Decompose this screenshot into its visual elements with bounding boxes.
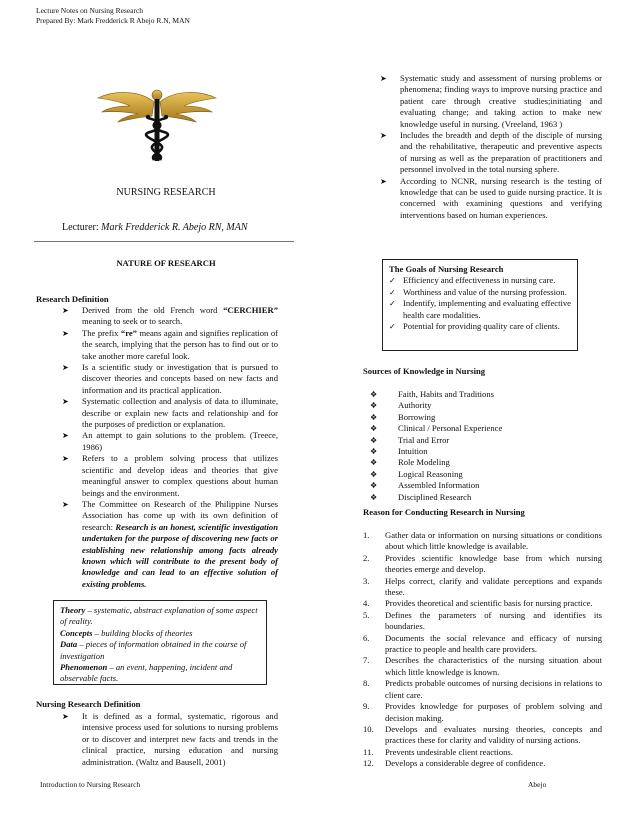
- document-title: NURSING RESEARCH: [116, 187, 216, 198]
- arrow-bullet-icon: ➤: [380, 131, 387, 141]
- lecturer-name: Mark Fredderick R. Abejo RN, MAN: [101, 222, 248, 233]
- list-item: 9. Provides knowledge for purposes of problem solving and decision making.: [363, 701, 602, 723]
- diamond-bullet-icon: ❖: [370, 469, 378, 479]
- list-item: 2. Provides scientific knowledge base from which nursing theories emerge and develop.: [363, 552, 602, 575]
- list-item: ❖ Authority: [370, 400, 432, 411]
- list-item: 6. Documents the social relevance and efficacy of nursing practice to people and health care providers.: [363, 632, 602, 655]
- checkmark-icon: ✓: [389, 287, 396, 297]
- page-header: [36, 6, 190, 26]
- footer-left: Introduction to Nursing Research: [40, 780, 141, 789]
- list-item: ➤ Is a scientific study or investigation that is pursued to discover theories and concepts based on new facts and information and its practical application.: [62, 362, 278, 395]
- list-item: ✓ Potential for providing quality care of clients.: [389, 321, 560, 332]
- research-definition-list: [62, 305, 278, 590]
- reasons-list: [363, 530, 602, 770]
- list-item: ❖ Faith, Habits and Traditions: [370, 389, 494, 399]
- list-item: ➤ Refers to a problem solving process that utilizes scientific and develop ideas and theories that give meaningful answer to complex questions about human beings and the environment.: [62, 453, 278, 498]
- header-line-1: Lecture Notes on Nursing Research: [36, 6, 144, 15]
- list-item: 12. Develops a considerable degree of confidence.: [363, 758, 546, 769]
- list-item: 5. Defines the parameters of nursing and identifies its boundaries.: [363, 609, 602, 632]
- terms-box: [53, 600, 267, 685]
- list-item: ➤ Derived from the old French word “CERCHIER” meaning to seek or to search.: [62, 305, 278, 327]
- list-item: 3. Helps correct, clarify and validate perceptions and expands these.: [363, 575, 602, 598]
- list-item: 8. Predicts probable outcomes of nursing decisions in relations to client care.: [363, 678, 602, 700]
- arrow-bullet-icon: ➤: [62, 363, 69, 373]
- diamond-bullet-icon: ❖: [370, 458, 378, 468]
- goals-box: [382, 259, 578, 351]
- goals-heading: The Goals of Nursing Research: [389, 264, 504, 274]
- term-concepts: Concepts – building blocks of theories: [60, 627, 193, 638]
- right-definitions-list: [380, 73, 602, 221]
- sources-heading: Sources of Knowledge in Nursing: [363, 366, 486, 376]
- arrow-bullet-icon: ➤: [62, 712, 69, 721]
- list-item: ➤ An attempt to gain solutions to the problem. (Treece, 1986): [62, 430, 278, 452]
- diamond-bullet-icon: ❖: [370, 412, 378, 422]
- checkmark-icon: ✓: [389, 299, 396, 309]
- goals-list: [389, 275, 571, 332]
- list-item: ✓ Indentify, implementing and evaluating effective health care modalities.: [389, 298, 571, 320]
- list-item: ➤ The prefix “re” means again and signifies replication of the search, implying that the person has to find out or to take another more careful look.: [62, 327, 278, 361]
- diamond-bullet-icon: ❖: [370, 435, 378, 445]
- list-item: 11. Prevents undesirable client reactions.: [363, 746, 513, 757]
- arrow-bullet-icon: ➤: [62, 431, 69, 441]
- list-item: 7. Describes the characteristics of the nursing situation about which little knowledge is known.: [363, 655, 602, 677]
- term-theory: Theory – systematic, abstract explanation of some aspect of reality.: [60, 605, 258, 627]
- diamond-bullet-icon: ❖: [370, 447, 378, 457]
- checkmark-icon: ✓: [389, 276, 396, 286]
- divider: [34, 241, 294, 242]
- caduceus-logo-icon: [92, 84, 222, 162]
- reasons-heading: Reason for Conducting Research in Nursing: [363, 507, 525, 517]
- list-item: ❖ Trial and Error: [370, 434, 450, 445]
- diamond-bullet-icon: ❖: [370, 424, 378, 434]
- list-item: 4. Provides theoretical and scientific basis for nursing practice.: [363, 598, 593, 609]
- lecturer-label: Lecturer:: [62, 222, 99, 233]
- list-item: ❖ Assembled Information: [370, 480, 480, 491]
- list-item: ➤ The Committee on Research of the Philippine Nurses Association has come up with its own definition of research: Research is an honest, scientific investigation undertaken for the purpose of discovering new facts or establishing new relationship among facts already known which will contribute to the present body of knowledge and can lead to an effective solution of existing problems.: [62, 498, 278, 589]
- arrow-bullet-icon: ➤: [62, 454, 69, 464]
- diamond-bullet-icon: ❖: [370, 492, 378, 502]
- term-data: Data – pieces of information obtained in the course of investigation: [60, 639, 247, 661]
- list-item: ✓ Worthiness and value of the nursing profession.: [389, 286, 567, 297]
- arrow-bullet-icon: ➤: [62, 397, 69, 407]
- list-item: 10. Develops and evaluates nursing theories, concepts and practices these for clarity and validity of nursing actions.: [363, 723, 602, 746]
- section-title: NATURE OF RESEARCH: [116, 258, 216, 268]
- nursing-research-definition-heading: Nursing Research Definition: [36, 699, 141, 709]
- research-definition-heading: Research Definition: [36, 294, 109, 304]
- arrow-bullet-icon: ➤: [380, 74, 387, 83]
- footer-right: Abejo: [528, 780, 547, 789]
- list-item: ❖ Logical Reasoning: [370, 468, 463, 479]
- list-item: ➤ Includes the breadth and depth of the disciple of nursing and the rehabilitative, therapeutic and preventive aspects of nursing as well as the preparation of practitioners and personnel involved in the total nursing sphere.: [380, 130, 602, 175]
- diamond-bullet-icon: ❖: [370, 390, 378, 399]
- list-item: ❖ Clinical / Personal Experience: [370, 423, 503, 434]
- list-item: ➤ Systematic collection and analysis of data to illuminate, describe or explain new facts and relationship and for the purposes of prediction or explanation.: [62, 396, 278, 430]
- list-item: ❖ Intuition: [370, 446, 428, 457]
- diamond-bullet-icon: ❖: [370, 401, 378, 411]
- list-item: ✓ Efficiency and effectiveness in nursing care.: [389, 275, 556, 286]
- list-item: 1. Gather data or information on nursing situations or conditions about which little knowledge is available.: [363, 530, 602, 552]
- list-item: ➤ Systematic study and assessment of nursing problems or phenomena; finding ways to improve nursing practice and patient care through creative studies;initiating and evaluating change; and taking action to make new knowledge useful in nursing. (Vreeland, 1963 ): [380, 73, 602, 129]
- list-item: ❖ Borrowing: [370, 411, 436, 422]
- term-phenomenon: Phenomenon – an event, happening, incident and observable facts.: [60, 662, 233, 684]
- list-item: ➤ According to NCNR, nursing research is the testing of knowledge that can be used to guide nursing practice. It is concerned with examining questions and verifying interventions based on human experiences.: [380, 175, 602, 220]
- list-item: ❖ Role Modeling: [370, 457, 450, 468]
- list-item: ❖ Disciplined Research: [370, 491, 472, 502]
- nursing-research-definition-list: [62, 711, 278, 768]
- sources-list: [370, 389, 600, 503]
- arrow-bullet-icon: ➤: [62, 306, 69, 315]
- arrow-bullet-icon: ➤: [62, 499, 69, 509]
- header-line-2: Prepared By: Mark Fredderick R Abejo R.N, MAN: [36, 16, 190, 25]
- arrow-bullet-icon: ➤: [62, 328, 69, 338]
- diamond-bullet-icon: ❖: [370, 481, 378, 491]
- list-item: ➤ It is defined as a formal, systematic, rigorous and intensive process used for solutions to nursing problems or to discover and interpret new facts and trends in the clinical practice, nursing education and nursing administration. (Waltz and Bausell, 2001): [62, 711, 278, 767]
- checkmark-icon: ✓: [389, 322, 396, 332]
- arrow-bullet-icon: ➤: [380, 176, 387, 186]
- lecturer-line: [62, 222, 248, 233]
